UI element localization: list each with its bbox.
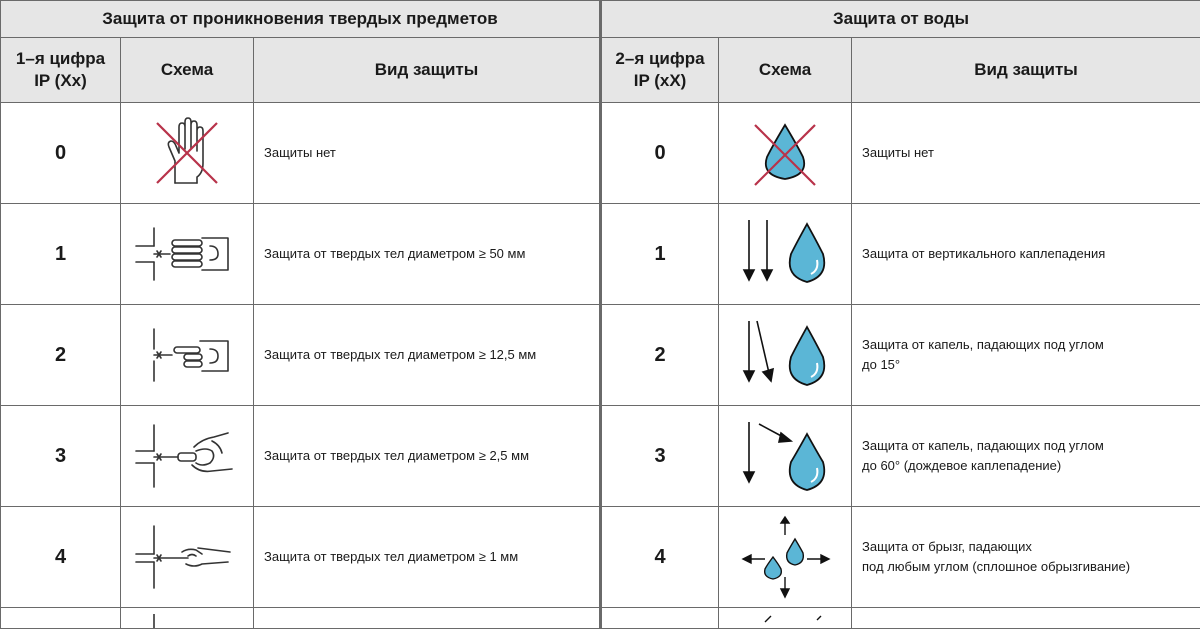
water-digit-cell: 4 xyxy=(601,507,719,608)
table-title-row xyxy=(1,1,1200,38)
water-scheme-cell xyxy=(719,103,852,204)
water-scheme-cell xyxy=(719,305,852,406)
first-digit-header-line1: 1–я цифра xyxy=(16,49,105,68)
table-row xyxy=(1,103,1200,204)
wire-hand-icon xyxy=(132,522,242,592)
water-desc-line1: Защита от вертикального каплепадения xyxy=(862,246,1105,261)
first-digit-header-line2: IP (Xx) xyxy=(34,71,87,90)
table-row xyxy=(1,204,1200,305)
solid-desc-cell: Защита от твердых тел диаметром ≥ 50 мм xyxy=(254,204,601,305)
water-scheme-header: Схема xyxy=(719,38,852,103)
solids-section-title: Защита от проникновения твердых предметов xyxy=(1,1,601,38)
solid-digit-cell: 1 xyxy=(1,204,121,305)
partial-cell xyxy=(601,608,719,629)
angled-drops-15-icon xyxy=(735,315,835,395)
partial-cell xyxy=(1,608,121,629)
water-digit-cell: 2 xyxy=(601,305,719,406)
water-scheme-cell xyxy=(719,406,852,507)
partial-barrier-icon xyxy=(132,608,242,628)
water-desc-cell xyxy=(852,406,1200,507)
table-row xyxy=(1,305,1200,406)
water-type-header: Вид защиты xyxy=(852,38,1200,103)
solid-scheme-header: Схема xyxy=(121,38,254,103)
rain-drops-60-icon xyxy=(735,416,835,496)
water-digit-cell: 1 xyxy=(601,204,719,305)
water-desc-line2: под любым углом (сплошное обрызгивание) xyxy=(862,559,1130,574)
partial-drops-icon xyxy=(735,608,835,628)
water-desc-cell xyxy=(852,507,1200,608)
solid-scheme-cell xyxy=(121,507,254,608)
water-desc-line2: до 15° xyxy=(862,357,900,372)
water-digit-cell: 3 xyxy=(601,406,719,507)
solid-digit-cell: 4 xyxy=(1,507,121,608)
crossed-hand-icon xyxy=(147,113,227,193)
column-header-row xyxy=(1,38,1200,103)
solid-type-header: Вид защиты xyxy=(254,38,601,103)
solid-digit-cell: 0 xyxy=(1,103,121,204)
finger-icon xyxy=(132,325,242,385)
table-row xyxy=(1,507,1200,608)
solid-scheme-cell xyxy=(121,103,254,204)
water-section-title: Защита от воды xyxy=(601,1,1200,38)
water-scheme-cell xyxy=(719,507,852,608)
partial-cell xyxy=(852,608,1200,629)
water-desc-line1: Защита от капель, падающих под углом xyxy=(862,337,1104,352)
water-scheme-cell xyxy=(719,204,852,305)
fist-icon xyxy=(132,224,242,284)
table-row-partial xyxy=(1,608,1200,629)
table-row xyxy=(1,406,1200,507)
water-desc-cell xyxy=(852,103,1200,204)
crossed-drop-icon xyxy=(745,113,825,193)
second-digit-header xyxy=(601,38,719,103)
water-desc-cell xyxy=(852,204,1200,305)
vertical-drops-icon xyxy=(735,214,835,294)
second-digit-header-line2: IP (xX) xyxy=(634,71,687,90)
screwdriver-hand-icon xyxy=(132,421,242,491)
solid-scheme-cell xyxy=(121,406,254,507)
solid-digit-cell: 2 xyxy=(1,305,121,406)
water-desc-line1: Защита от брызг, падающих xyxy=(862,539,1032,554)
partial-scheme-cell xyxy=(719,608,852,629)
partial-scheme-cell xyxy=(121,608,254,629)
second-digit-header-line1: 2–я цифра xyxy=(615,49,704,68)
water-desc-line2: до 60° (дождевое каплепадение) xyxy=(862,458,1061,473)
solid-scheme-cell xyxy=(121,204,254,305)
solid-desc-cell: Защита от твердых тел диаметром ≥ 1 мм xyxy=(254,507,601,608)
solid-desc-cell: Защиты нет xyxy=(254,103,601,204)
water-desc-cell xyxy=(852,305,1200,406)
water-desc-line1: Защита от капель, падающих под углом xyxy=(862,438,1104,453)
water-digit-cell: 0 xyxy=(601,103,719,204)
solid-scheme-cell xyxy=(121,305,254,406)
partial-cell xyxy=(254,608,601,629)
first-digit-header xyxy=(1,38,121,103)
solid-desc-cell: Защита от твердых тел диаметром ≥ 2,5 мм xyxy=(254,406,601,507)
solid-digit-cell: 3 xyxy=(1,406,121,507)
splash-drops-icon xyxy=(735,515,835,599)
solid-desc-cell: Защита от твердых тел диаметром ≥ 12,5 мм xyxy=(254,305,601,406)
water-desc-line1: Защиты нет xyxy=(862,145,934,160)
